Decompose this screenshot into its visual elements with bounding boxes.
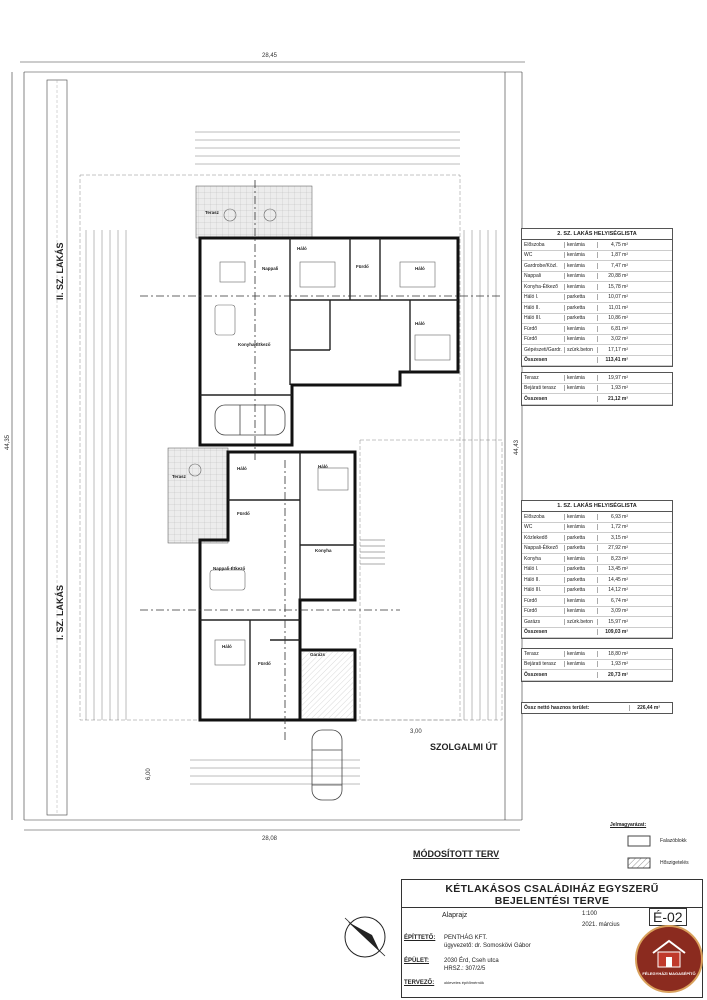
table-cell-name: Fürdő <box>524 608 538 615</box>
table-cell-name: Fürdő <box>524 336 538 343</box>
table-sum-row: Összesen 109,03 m² <box>522 628 672 639</box>
legend-label-blocks: Falazóblokk <box>660 838 687 844</box>
dimension-lines-side <box>86 230 496 720</box>
unit-1-label: I. SZ. LAKÁS <box>55 584 65 640</box>
table-cell-name: Bejárati terasz <box>524 661 556 668</box>
legend-swatch-blocks <box>628 836 650 846</box>
table-cell-floor: kerámia <box>564 242 597 248</box>
table-row <box>522 324 672 335</box>
table-cell-name: Előszoba <box>524 513 545 520</box>
table-cell-floor: kerámia <box>564 375 597 381</box>
building-2: HRSZ.: 307/2/5 <box>444 966 486 972</box>
table-cell-floor: kerámia <box>564 273 597 279</box>
table-cell-area: 14,12 m² <box>597 587 631 593</box>
terrace-list-unit-2 <box>521 372 673 406</box>
table-cell-area: 4,75 m² <box>597 242 631 248</box>
car-bottom <box>312 730 342 800</box>
table-cell-name: Fürdő <box>524 597 538 604</box>
table-title: 1. SZ. LAKÁS HELYISÉGLISTA <box>522 501 672 512</box>
dim-front-gap: 6,00 <box>146 768 152 780</box>
table-cell-floor: parketta <box>564 315 597 321</box>
table-cell-area: 6,93 m² <box>597 514 631 520</box>
designer: okleveles építőmérnök <box>444 980 485 985</box>
table-row <box>522 575 672 586</box>
table-cell-area: 6,81 m² <box>597 326 631 332</box>
table-cell-name: Gépészeti/Gardr. <box>524 346 562 353</box>
table-cell-area: 20,88 m² <box>597 273 631 279</box>
logo-text: FÉLEGYHÁZI MAGASÉPÍTŐ <box>642 971 696 976</box>
client: PENTHÁG KFT. <box>444 935 488 941</box>
legend-label-insulation: Hőszigetelés <box>660 860 689 866</box>
table-cell-floor: kerámia <box>564 336 597 342</box>
unit-2-label: II. SZ. LAKÁS <box>55 242 65 300</box>
table-cell-area: 15,97 m² <box>597 619 631 625</box>
total-area <box>521 702 673 714</box>
table-cell-area: 3,09 m² <box>597 608 631 614</box>
house-icon <box>651 939 687 969</box>
table-cell-area: 7,47 m² <box>597 263 631 269</box>
table-cell-area: 1,93 m² <box>597 385 631 391</box>
table-cell-floor: kerámia <box>564 608 597 614</box>
table-cell-floor: kerámia <box>564 252 597 258</box>
table-row <box>522 596 672 607</box>
client-label: ÉPÍTTETŐ: <box>404 935 436 941</box>
table-cell-name: Gardrobe/Közl. <box>524 262 558 269</box>
table-row <box>522 544 672 555</box>
table-row <box>522 384 672 395</box>
table-cell-name: Nappali-Étkező <box>524 545 558 552</box>
room-label: Háló <box>318 464 328 469</box>
room-label: Fürdő <box>237 511 250 516</box>
table-row <box>522 565 672 576</box>
table-sum-row: Összesen 20,73 m² <box>522 670 672 681</box>
room-label: Háló <box>222 644 232 649</box>
table-row <box>522 554 672 565</box>
revised-label: MÓDOSÍTOTT TERV <box>413 849 500 859</box>
table-row <box>522 373 672 384</box>
table-row <box>522 523 672 534</box>
table-cell-name: Előszoba <box>524 241 545 248</box>
table-cell-floor: parketta <box>564 535 597 541</box>
designer-label: TERVEZŐ: <box>404 980 435 986</box>
room-label: Háló <box>415 321 425 326</box>
room-label: Nappali <box>262 266 279 271</box>
table-cell-area: 10,86 m² <box>597 315 631 321</box>
dim-top: 28,45 <box>262 53 278 59</box>
table-row <box>522 261 672 272</box>
table-row <box>522 251 672 262</box>
table-cell-area: 6,74 m² <box>597 598 631 604</box>
table-cell-name: Fürdő <box>524 325 538 332</box>
table-cell-floor: kerámia <box>564 661 597 667</box>
sheet-code: É-02 <box>649 908 687 926</box>
room-list-unit-2 <box>521 228 673 367</box>
table-cell-floor: kerámia <box>564 598 597 604</box>
room-label: Terasz <box>205 210 219 215</box>
dim-road-gap: 3,00 <box>410 729 422 735</box>
table-cell-floor: kerámia <box>564 556 597 562</box>
table-cell-area: 27,92 m² <box>597 545 631 551</box>
room-label: Fürdő <box>356 264 369 269</box>
room-label: Garázs <box>310 652 326 657</box>
table-cell-floor: kerámia <box>564 284 597 290</box>
room-label: Fürdő <box>258 661 271 666</box>
table-cell-floor: kerámia <box>564 385 597 391</box>
table-cell-floor: szürk.beton <box>564 619 597 625</box>
table-cell-area: 3,15 m² <box>597 535 631 541</box>
total-value: 226,44 m² <box>629 705 663 711</box>
room-label: Nappali-Étkező <box>213 566 246 571</box>
table-cell-name: Háló I. <box>524 566 539 573</box>
table-cell-area: 11,01 m² <box>597 305 631 311</box>
table-row <box>522 272 672 283</box>
table-row <box>522 660 672 671</box>
table-cell-name: Bejárati terasz <box>524 385 556 392</box>
table-row <box>522 240 672 251</box>
room-label: Konyha <box>315 548 332 553</box>
terrace-left <box>168 448 228 543</box>
table-cell-name: Háló II. <box>524 576 540 583</box>
table-cell-area: 13,45 m² <box>597 566 631 572</box>
table-row <box>522 282 672 293</box>
dim-right: 44,43 <box>514 439 520 455</box>
company-logo <box>635 925 703 993</box>
table-cell-name: Háló III. <box>524 587 542 594</box>
table-row <box>522 512 672 523</box>
table-cell-area: 19,97 m² <box>597 375 631 381</box>
garage-floor <box>302 652 353 718</box>
total-label: Össz nettó hasznos terület: <box>524 704 590 711</box>
table-cell-area: 15,78 m² <box>597 284 631 290</box>
table-cell-floor: parketta <box>564 577 597 583</box>
table-row <box>522 617 672 628</box>
table-cell-name: Nappali <box>524 273 541 280</box>
sheet-name: Alaprajz <box>442 912 468 919</box>
dim-bottom: 28,08 <box>262 836 278 842</box>
table-cell-name: WC <box>524 252 533 259</box>
table-cell-area: 1,93 m² <box>597 661 631 667</box>
table-cell-area: 1,72 m² <box>597 524 631 530</box>
table-cell-area: 3,02 m² <box>597 336 631 342</box>
table-cell-name: Háló II. <box>524 304 540 311</box>
terrace-list-unit-1 <box>521 648 673 682</box>
table-row <box>522 303 672 314</box>
table-cell-floor: kerámia <box>564 326 597 332</box>
table-cell-floor: parketta <box>564 305 597 311</box>
table-cell-floor: szürk.beton <box>564 347 597 353</box>
table-cell-floor: parketta <box>564 294 597 300</box>
legend-swatch-insulation <box>628 858 650 868</box>
table-cell-floor: parketta <box>564 587 597 593</box>
table-cell-area: 10,07 m² <box>597 294 631 300</box>
table-row <box>522 345 672 356</box>
table-cell-name: Háló I. <box>524 294 539 301</box>
table-cell-name: Háló III. <box>524 315 542 322</box>
table-row <box>522 607 672 618</box>
room-label: Háló <box>415 266 425 271</box>
room-label: Konyha-Étkező <box>238 342 271 347</box>
table-cell-name: Konyha-Étkező <box>524 283 558 290</box>
table-cell-name: Terasz <box>524 374 539 381</box>
title-line-1: KÉTLAKÁSOS CSALÁDIHÁZ EGYSZERŰ <box>445 883 659 895</box>
table-cell-name: Közlekedő <box>524 534 548 541</box>
client-2: ügyvezető: dr. Somoskövi Gábor <box>444 943 531 949</box>
table-row <box>522 586 672 597</box>
table-cell-floor: parketta <box>564 566 597 572</box>
table-cell-area: 1,87 m² <box>597 252 631 258</box>
dim-left: 44,35 <box>5 434 11 450</box>
table-cell-floor: kerámia <box>564 524 597 530</box>
room-label: Háló <box>237 466 247 471</box>
table-title: 2. SZ. LAKÁS HELYISÉGLISTA <box>522 229 672 240</box>
legend-title: Jelmagyarázat: <box>610 822 647 828</box>
room-label: Háló <box>297 246 307 251</box>
table-cell-floor: parketta <box>564 545 597 551</box>
room-label: Terasz <box>172 474 186 479</box>
table-cell-floor: kerámia <box>564 651 597 657</box>
table-cell-area: 17,17 m² <box>597 347 631 353</box>
table-cell-name: Terasz <box>524 650 539 657</box>
table-cell-area: 14,45 m² <box>597 577 631 583</box>
north-arrow-icon <box>345 917 385 957</box>
building-label: ÉPÜLET: <box>404 958 430 964</box>
table-row <box>522 293 672 304</box>
building: 2030 Érd, Cseh utca <box>444 958 499 964</box>
title-line-2: BEJELENTÉSI TERVE <box>494 895 610 907</box>
table-cell-name: WC <box>524 524 533 531</box>
table-sum-row: Összesen 113,41 m² <box>522 356 672 367</box>
table-cell-area: 8,23 m² <box>597 556 631 562</box>
date: 2021. március <box>582 922 620 928</box>
table-cell-floor: kerámia <box>564 514 597 520</box>
road-label: SZOLGALMI ÚT <box>430 742 498 752</box>
room-labels <box>172 210 425 666</box>
table-row <box>522 314 672 325</box>
table-row <box>522 649 672 660</box>
table-cell-name: Garázs <box>524 618 541 625</box>
table-row <box>522 335 672 346</box>
table-cell-name: Konyha <box>524 555 541 562</box>
car-top <box>215 405 285 435</box>
scale: 1:100 <box>582 911 598 917</box>
table-cell-area: 18,80 m² <box>597 651 631 657</box>
table-cell-floor: kerámia <box>564 263 597 269</box>
table-sum-row: Összesen 21,12 m² <box>522 394 672 405</box>
table-row <box>522 533 672 544</box>
room-list-unit-1 <box>521 500 673 639</box>
